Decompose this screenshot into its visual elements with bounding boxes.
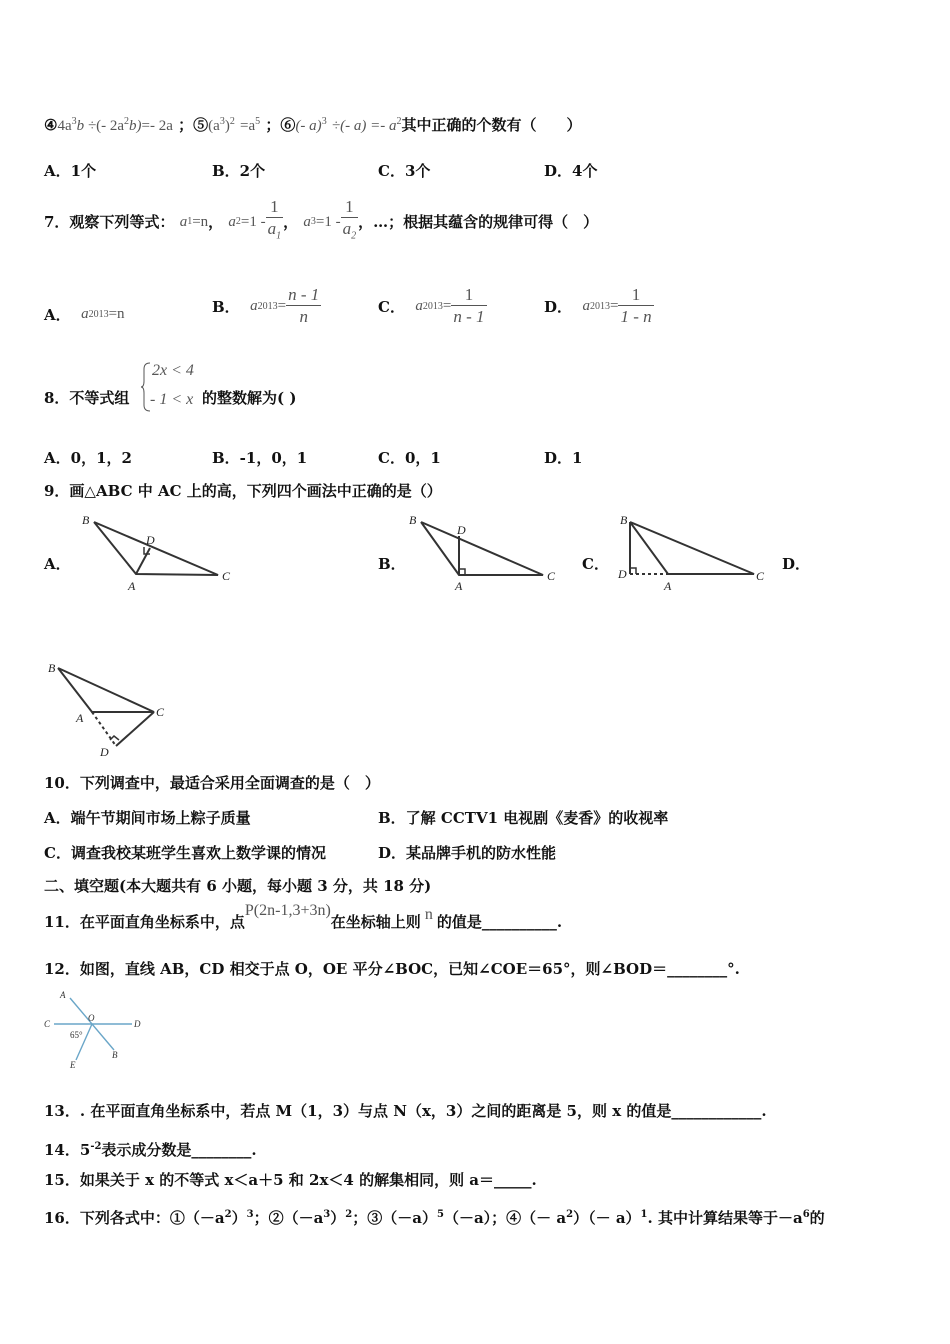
q9c-label-D: D: [618, 567, 627, 581]
q9d-label-A: A: [76, 711, 84, 725]
q9b-label-D: D: [457, 523, 466, 537]
q9a-label-B: B: [82, 513, 90, 527]
q12-angle-label: 65°: [70, 1030, 83, 1040]
q7-optC-frac: $\frac{1}{n - 1}$: [453, 284, 485, 326]
q8-option-c[interactable]: C．0，1: [378, 449, 441, 467]
q10-option-d[interactable]: D．某品牌手机的防水性能: [378, 844, 557, 862]
q8-option-b[interactable]: B．-1，0，1: [212, 449, 308, 467]
q15-stem: 15．如果关于 x 的不等式 x＜a＋5 和 2x＜4 的解集相同，则 a＝_____.: [44, 1171, 537, 1189]
q7-stem: 7．观察下列等式： a 1 =n ， a 2 =1 - $\frac{1}{a_1}$ ， a 3 =1 - $\frac{1}{a_2}$ ，…；根据其蕴含的规律可得（ ）: [44, 196, 598, 248]
q9b-label-A: A: [455, 579, 463, 593]
q10-option-c[interactable]: C．调查我校某班学生喜欢上数学课的情况: [44, 844, 326, 862]
q12-label-E: E: [70, 1060, 76, 1068]
q8-ineq-2: - 1 < x: [150, 391, 194, 408]
q8-option-a[interactable]: A．0，1，2: [44, 449, 132, 467]
q9-option-b-label[interactable]: B．: [378, 555, 406, 573]
q9d-label-B: B: [48, 661, 56, 675]
q11-stem: 11．在平面直角坐标系中，点P(2n-1,3+3n)在坐标轴上则 n 的值是__________.: [44, 902, 563, 931]
q12-figure: [42, 988, 150, 1068]
q12-stem: 12．如图，直线 AB，CD 相交于点 O，OE 平分∠BOC，已知∠COE＝65°，则∠BOD＝________°.: [44, 960, 740, 978]
q9-option-c-label[interactable]: C．: [582, 555, 609, 573]
q9c-label-B: B: [620, 513, 628, 527]
q7-frac-a1: $\frac{1}{a_1}$: [267, 196, 282, 242]
q6-option-c[interactable]: C．3个: [378, 162, 431, 180]
q9-option-d-label[interactable]: D．: [782, 555, 811, 573]
q9-stem: 9．画△ABC 中 AC 上的高，下列四个画法中正确的是（）: [44, 482, 442, 500]
q9a-label-D: D: [146, 533, 155, 547]
q7-option-c[interactable]: C． a 2013 = $\frac{1}{n - 1}$: [378, 284, 485, 326]
q16-stem: 16．下列各式中：$①(-a^2)^3$；$②(-a^3)^2$；$③(-a)^5(-a)$；④（－ $a^2)(- a)^1$. 其中计算结果等于$-a^6$的: [44, 1209, 825, 1227]
q11-point: P(2n-1,3+3n): [244, 902, 331, 919]
q6-option-a[interactable]: A．1个: [44, 162, 97, 180]
q12-label-D: D: [134, 1019, 141, 1029]
q13-stem: 13．. 在平面直角坐标系中，若点 M（1，3）与点 N（x，3）之间的距离是 5，则 x 的值是____________.: [44, 1102, 767, 1120]
q9b-label-B: B: [409, 513, 417, 527]
q6-option-d[interactable]: D．4个: [544, 162, 598, 180]
q9d-label-D: D: [100, 745, 109, 759]
q9-figure-a[interactable]: [80, 512, 240, 594]
q8-option-d[interactable]: D．1: [544, 449, 583, 467]
section-2-heading: 二、填空题(本大题共有 6 小题，每小题 3 分，共 18 分): [44, 877, 432, 895]
q10-option-a[interactable]: A．端午节期间市场上粽子质量: [44, 809, 251, 827]
q9-figure-d[interactable]: [44, 660, 174, 760]
q6-item4-label: ④: [44, 116, 58, 134]
q7-option-d[interactable]: D． a 2013 = $\frac{1}{1 - n}$: [544, 284, 652, 326]
q9a-label-A: A: [128, 579, 136, 593]
q9a-label-C: C: [222, 569, 231, 583]
q8-prefix: 8．不等式组: [44, 389, 130, 407]
q7-optD-frac: $\frac{1}{1 - n}$: [620, 284, 652, 326]
q9c-label-A: A: [664, 579, 672, 593]
q12-label-B: B: [112, 1050, 118, 1060]
q6-item6-label: ⑥: [280, 116, 296, 134]
q14-stem: 14．$5^{-2}$表示成分数是________.: [44, 1141, 257, 1159]
q7-option-b[interactable]: B． a 2013 = $\frac{n - 1}{n}$: [212, 284, 320, 326]
q7-optB-frac: $\frac{n - 1}{n}$: [288, 284, 320, 326]
q9d-label-C: C: [156, 705, 165, 719]
q9c-label-C: C: [756, 569, 765, 583]
q12-label-A: A: [60, 990, 66, 1000]
q10-stem: 10．下列调查中，最适合采用全面调查的是（ ）: [44, 774, 380, 792]
q6-items-line: $④4a^3b$ ÷(- $2a^2b)=-$ 2a ；$⑤(a^3)^2 =a^5$ ；⑥(- a)$^3$ ÷(- $a) =- a^2$其中正确的个数有（ ）: [44, 116, 582, 134]
q8-suffix: 的整数解为( ): [202, 389, 297, 407]
q9b-label-C: C: [547, 569, 556, 583]
q10-option-b[interactable]: B．了解 CCTV1 电视剧《麦香》的收视率: [378, 809, 669, 827]
q6-item5-label: ⑤: [193, 116, 209, 134]
q9-option-a-label[interactable]: A．: [44, 555, 71, 573]
q8-ineq-1: 2x < 4: [152, 362, 194, 379]
q9-figure-c[interactable]: [612, 512, 774, 594]
q9-figure-b[interactable]: [405, 512, 565, 594]
q12-label-C: C: [44, 1019, 51, 1029]
q7-option-a[interactable]: A． a 2013 =n: [44, 305, 125, 324]
q6-option-b[interactable]: B．2个: [212, 162, 266, 180]
q12-label-O: O: [88, 1013, 95, 1023]
q7-frac-a2: $\frac{1}{a_2}$: [342, 196, 357, 242]
